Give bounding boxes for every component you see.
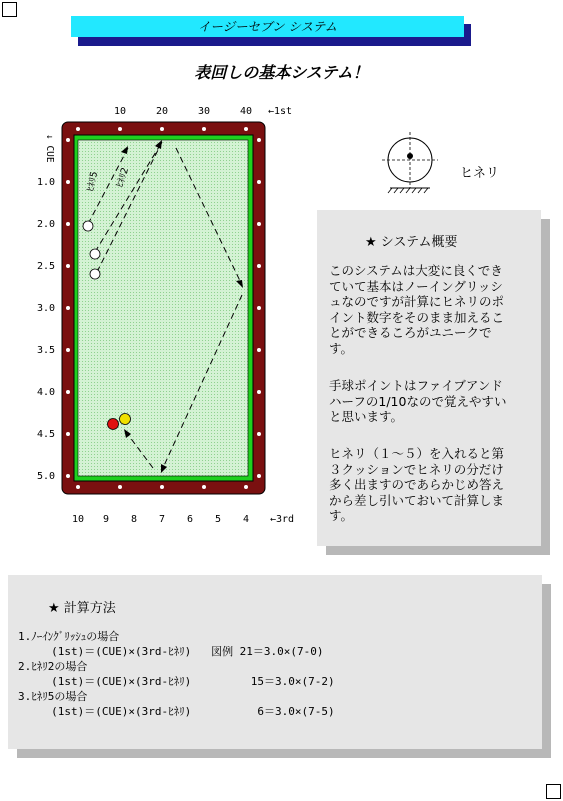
top-label: 20 [155,106,169,117]
top-label: 40 [239,106,253,117]
top-axis-label: ←1st [268,106,293,117]
calc-line: (1st)＝(CUE)×(3rd-ﾋﾈﾘ) 図例 21＝3.0×(7-0) [18,645,324,658]
calc-line: 3.ﾋﾈﾘ5の場合 [18,690,88,703]
cue-ball-position [90,269,100,279]
red-ball [108,419,119,430]
overview-line: ３クッションでヒネリの分だけ [329,461,504,477]
banner-title: イージーセブン システム [71,16,464,37]
cue-ball-position [83,221,93,231]
overview-paragraph [329,263,539,356]
overview-line: と思います。 [329,409,404,424]
overview-line: 多く出ますのであらかじめ答え [329,477,505,492]
cue-ball-position [90,249,100,259]
overview-line: ュなのですが計算にヒネリのポ [329,294,505,309]
subtitle: 表回しの基本システム！ [194,63,369,82]
bottom-axis-label: ←3rd [270,514,295,525]
overview-line: ていて基本はノーイングリッシ [329,278,503,294]
table-cloth [78,140,248,476]
overview-line: す。 [329,508,354,523]
corner-box-bottom-right [546,784,561,799]
spin-contact-dot [407,153,413,159]
spin-label: ヒネリ [460,166,500,181]
overview-paragraph [329,446,539,524]
corner-box-top-left [2,2,17,17]
bottom-label: 4 [242,514,250,525]
calc-lines [18,629,335,719]
billiard-table-diagram [0,90,320,530]
top-label: 30 [197,106,211,117]
bottom-label: 5 [214,514,222,525]
calc-line: (1st)＝(CUE)×(3rd-ﾋﾈﾘ) 6＝3.0×(7-5) [18,705,335,718]
calc-panel [8,575,542,749]
bottom-label: 7 [158,514,166,525]
overview-line: イント数字をそのまま加えるこ [329,309,505,325]
left-label: 4.5 [36,429,55,440]
overview-line: ヒネリ（１～５）を入れると第 [329,446,505,461]
left-label: 2.5 [36,261,55,272]
overview-paragraph [329,378,539,425]
line-label-hineri5: ﾋﾈﾘ5 [85,170,101,193]
yellow-ball [120,414,131,425]
calc-line: 1.ﾉｰｲﾝｸﾞﾘｯｼｭの場合 [18,630,120,643]
cue-axis-label: ↓ CUE [44,134,55,163]
calc-line: (1st)＝(CUE)×(3rd-ﾋﾈﾘ) 15＝3.0×(7-2) [18,675,335,688]
overview-heading: ★ システム概要 [365,235,458,250]
calc-line: 2.ﾋﾈﾘ2の場合 [18,660,88,673]
bottom-label: 10 [71,514,85,525]
left-label: 2.0 [36,219,55,230]
overview-line: から差し引いておいて計算しま [329,492,505,508]
bottom-label: 9 [102,514,110,525]
overview-line: とができるころがユニークで [329,325,492,340]
overview-line: ハーフの1/10なので覚えやすい [329,393,507,409]
bottom-label: 8 [130,514,138,525]
top-label: 10 [113,106,127,117]
left-label: 1.0 [36,177,55,188]
overview-line: このシステムは大変に良くでき [329,263,503,278]
bottom-label: 6 [186,514,194,525]
left-label: 3.5 [36,345,55,356]
overview-line: す。 [329,340,354,356]
overview-line: 手球ポイントはファイブアンド [329,378,503,393]
left-label: 4.0 [36,387,55,398]
left-label: 3.0 [36,303,55,314]
left-label: 5.0 [36,471,55,482]
calc-heading: ★ 計算方法 [48,601,116,616]
overview-panel [317,210,541,546]
line-label-hineri2: ﾋﾈﾘ2 [114,166,132,189]
